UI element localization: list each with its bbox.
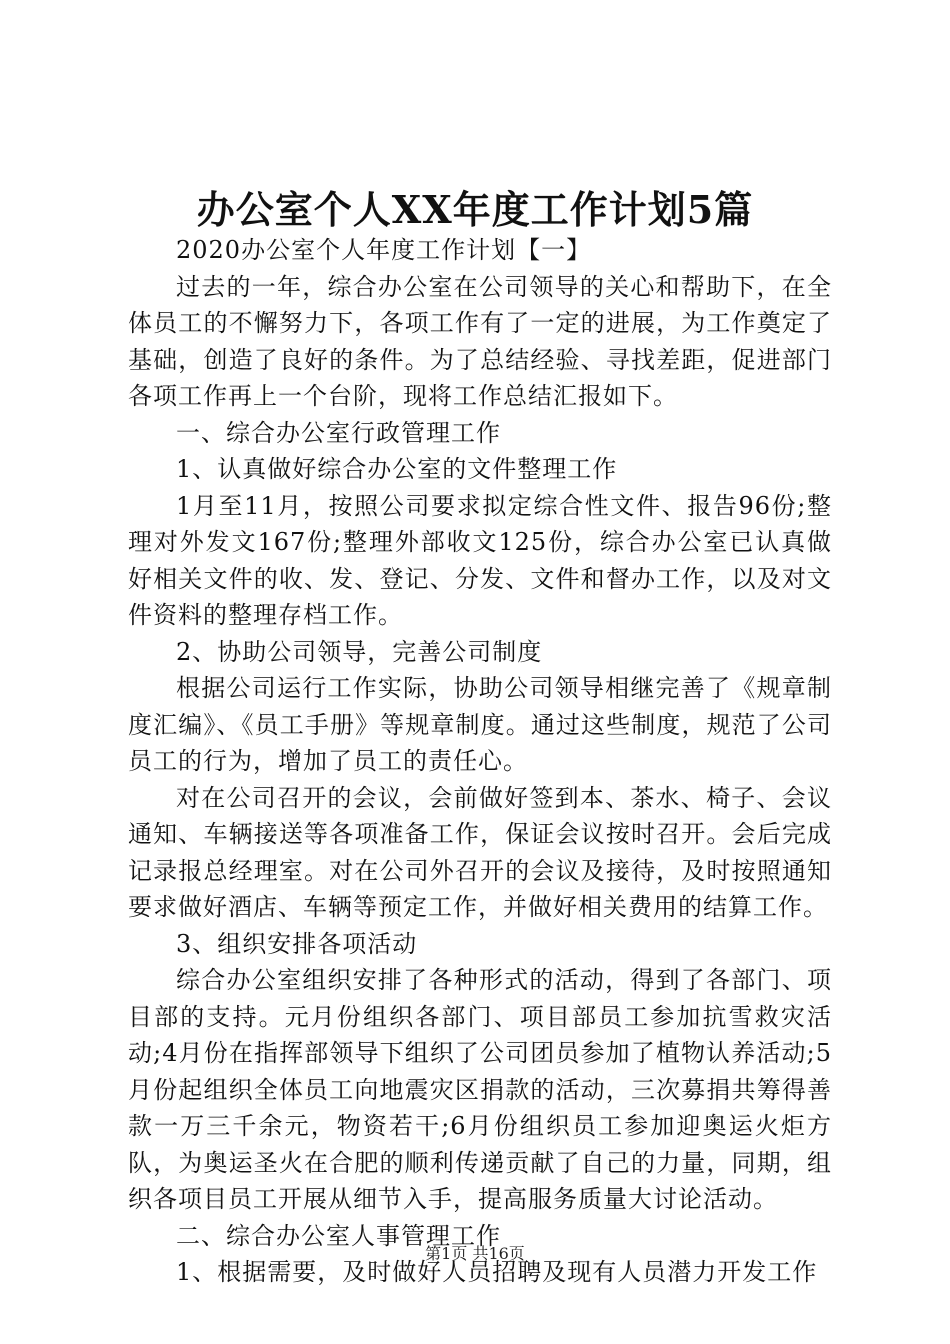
subsection-heading: 3、组织安排各项活动 xyxy=(176,929,418,958)
paragraph: 1月至11月，按照公司要求拟定综合性文件、报告96份;整理对外发文167份;整理外部收文125份，综合办公室已认真做好相关文件的收、发、登记、分发、文件和督办工作，以及对文件资料的整理存档工作。 xyxy=(128,491,832,629)
subsection-heading: 1、根据需要，及时做好人员招聘及现有人员潜力开发工作 xyxy=(176,1258,818,1286)
section-heading: 一、综合办公室行政管理工作 xyxy=(176,418,501,447)
section-heading: 二、综合办公室人事管理工作 xyxy=(176,1221,501,1250)
paragraph: 过去的一年，综合办公室在公司领导的关心和帮助下，在全体员工的不懈努力下，各项工作有了一定的进展，为工作奠定了基础，创造了良好的条件。为了总结经验、寻找差距，促进部门各项工作再上一个台阶，现将工作总结汇报如下。 xyxy=(128,272,832,410)
subsection-heading: 1、认真做好综合办公室的文件整理工作 xyxy=(176,455,618,483)
section-heading: 2020办公室个人年度工作计划【一】 xyxy=(176,236,592,264)
document-body xyxy=(128,232,832,1291)
document-title: 办公室个人XX年度工作计划5篇 xyxy=(196,187,754,232)
paragraph: 对在公司召开的会议，会前做好签到本、茶水、椅子、会议通知、车辆接送等各项准备工作，保证会议按时召开。会后完成记录报总经理室。对在公司外召开的会议及接待，及时按照通知要求做好酒店、车辆等预定工作，并做好相关费用的结算工作。 xyxy=(128,783,832,921)
paragraph: 综合办公室组织安排了各种形式的活动，得到了各部门、项目部的支持。元月份组织各部门、项目部员工参加抗雪救灾活动;4月份在指挥部领导下组织了公司团员参加了植物认养活动;5月份起组织全体员工向地震灾区捐款的活动，三次募捐共筹得善款一万三千余元，物资若干;6月份组织员工参加迎奥运火炬方队，为奥运圣火在合肥的顺利传递贡献了自己的力量，同期，组织各项目员工开展从细节入手，提高服务质量大讨论活动。 xyxy=(128,966,832,1213)
paragraph: 根据公司运行工作实际，协助公司领导相继完善了《规章制度汇编》、《员工手册》等规章制度。通过这些制度，规范了公司员工的行为，增加了员工的责任心。 xyxy=(128,674,832,775)
page-number-footer: 第1页 共16页 xyxy=(425,1244,525,1263)
subsection-heading: 2、协助公司领导，完善公司制度 xyxy=(176,637,543,666)
